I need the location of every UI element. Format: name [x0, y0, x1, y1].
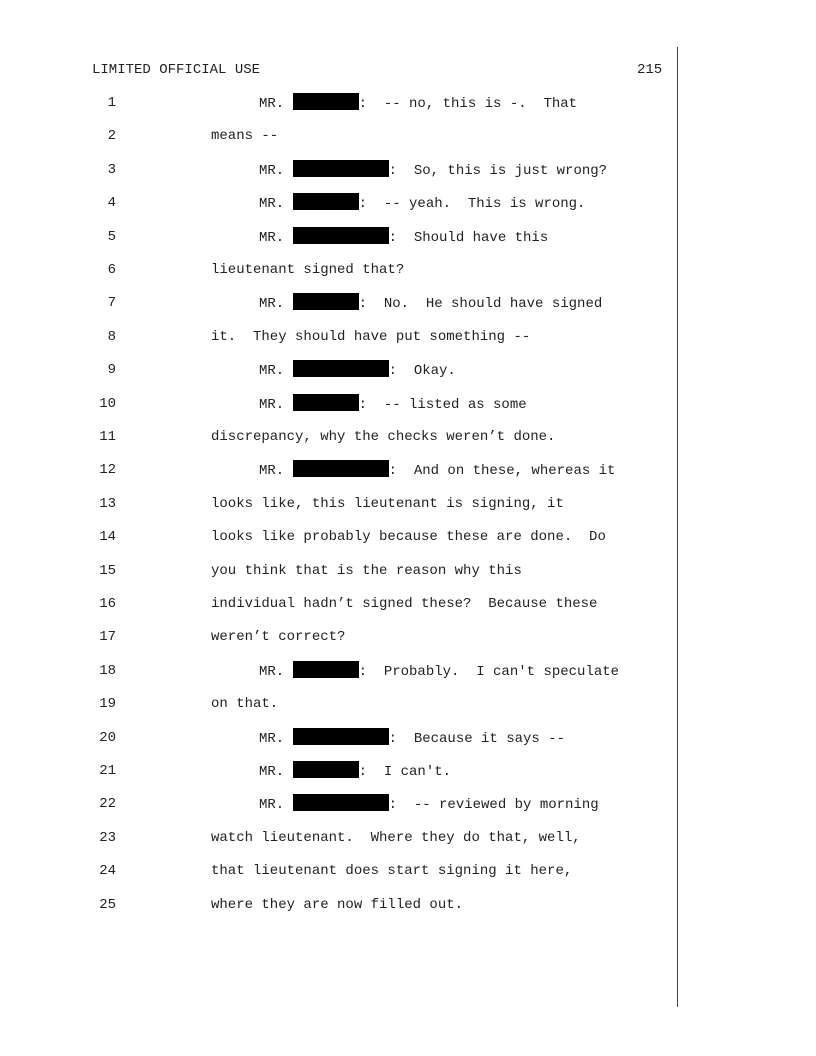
line-body: means --: [211, 128, 279, 145]
line-body: : -- no, this is -. That: [358, 96, 578, 112]
line-body: watch lieutenant. Where they do that, well,: [211, 829, 581, 846]
line-text: [211, 627, 345, 647]
transcript-line: [0, 193, 680, 213]
redaction-box: [293, 360, 389, 377]
line-text: [259, 360, 456, 381]
speaker-prefix: MR.: [259, 363, 293, 380]
transcript-line: [0, 394, 680, 414]
speaker-prefix: MR.: [259, 96, 293, 112]
line-number: 7: [107, 295, 116, 312]
transcript-line: [0, 93, 680, 113]
line-number: 25: [99, 896, 116, 913]
redaction-box: [293, 761, 359, 778]
line-number: 18: [99, 662, 116, 679]
line-number: 20: [99, 729, 116, 746]
transcript-line: [0, 761, 680, 781]
line-text: [211, 694, 278, 714]
line-text: [259, 661, 619, 682]
line-body: : So, this is just wrong?: [388, 162, 608, 179]
line-text: [211, 861, 572, 881]
line-text: [211, 895, 463, 915]
line-number: 9: [107, 362, 116, 379]
transcript-line: [0, 260, 680, 280]
line-number: 22: [99, 796, 116, 813]
transcript-line: [0, 794, 680, 814]
line-body: : Because it says --: [388, 730, 566, 747]
line-number: 21: [99, 763, 116, 779]
line-number: 14: [99, 529, 116, 546]
line-body: : I can't.: [358, 764, 452, 780]
line-number: 3: [107, 161, 116, 178]
speaker-prefix: MR.: [259, 196, 293, 213]
line-text: [259, 160, 607, 181]
transcript-line: [0, 895, 680, 915]
speaker-prefix: MR.: [259, 663, 293, 680]
transcript-line: [0, 293, 680, 313]
line-text: [259, 761, 451, 782]
line-body: : -- yeah. This is wrong.: [358, 196, 586, 213]
transcript-line: [0, 861, 680, 881]
line-number: 1: [107, 95, 116, 111]
line-body: : And on these, whereas it: [388, 463, 616, 480]
line-text: [211, 494, 564, 514]
line-body: where they are now filled out.: [211, 896, 464, 913]
transcript-line: [0, 160, 680, 180]
transcript-line: [0, 661, 680, 681]
redaction-box: [293, 394, 359, 411]
transcript-line: [0, 360, 680, 380]
line-text: [259, 394, 527, 415]
line-body: : Okay.: [388, 363, 456, 380]
line-body: : -- listed as some: [358, 396, 527, 413]
line-number: 2: [107, 128, 116, 145]
line-number: 16: [99, 596, 116, 612]
line-number: 19: [99, 696, 116, 713]
redaction-box: [293, 227, 389, 244]
transcript-line: [0, 594, 680, 614]
speaker-prefix: MR.: [259, 229, 293, 246]
speaker-prefix: MR.: [259, 764, 293, 780]
speaker-prefix: MR.: [259, 463, 293, 480]
transcript-line: [0, 561, 680, 581]
line-text: [259, 93, 577, 114]
line-number: 5: [107, 228, 116, 245]
line-number: 17: [99, 629, 116, 646]
line-number: 23: [99, 829, 116, 846]
line-body: : Should have this: [388, 229, 549, 246]
line-body: looks like probably because these are done. Do: [211, 529, 606, 546]
line-number: 15: [99, 562, 116, 579]
line-text: [259, 193, 585, 214]
line-text: [211, 260, 404, 280]
line-body: : No. He should have signed: [358, 296, 603, 313]
line-body: lieutenant signed that?: [211, 262, 405, 278]
line-body: it. They should have put something --: [211, 328, 531, 345]
transcript-line: [0, 427, 680, 447]
line-body: : -- reviewed by morning: [388, 797, 599, 814]
transcript-line: [0, 728, 680, 748]
redaction-box: [293, 728, 389, 745]
line-text: [259, 460, 615, 481]
speaker-prefix: MR.: [259, 296, 293, 313]
redaction-box: [293, 460, 389, 477]
transcript-line: [0, 627, 680, 647]
line-body: looks like, this lieutenant is signing, it: [211, 495, 564, 512]
speaker-prefix: MR.: [259, 730, 293, 747]
transcript-line: [0, 494, 680, 514]
page-number: 215: [637, 62, 663, 78]
line-text: [259, 293, 602, 314]
transcript-line: [0, 126, 680, 146]
line-body: weren’t correct?: [211, 629, 346, 646]
classification-header: LIMITED OFFICIAL USE: [92, 62, 261, 78]
speaker-prefix: MR.: [259, 797, 293, 814]
line-text: [259, 794, 599, 815]
line-body: that lieutenant does start signing it here,: [211, 863, 573, 880]
transcript-line: [0, 527, 680, 547]
line-body: individual hadn’t signed these? Because these: [211, 596, 598, 612]
line-number: 6: [107, 262, 116, 278]
transcript-line: [0, 694, 680, 714]
transcript-line: [0, 460, 680, 480]
line-number: 8: [107, 328, 116, 345]
line-text: [211, 828, 581, 848]
line-number: 11: [99, 429, 116, 445]
redaction-box: [293, 160, 389, 177]
line-number: 13: [99, 495, 116, 512]
line-body: : Probably. I can't speculate: [358, 663, 620, 680]
line-text: [259, 728, 565, 749]
line-text: [211, 594, 597, 614]
transcript-line: [0, 327, 680, 347]
redaction-box: [293, 794, 389, 811]
line-number: 4: [107, 195, 116, 212]
line-text: [211, 527, 606, 547]
line-text: [211, 126, 278, 146]
line-number: 10: [99, 395, 116, 412]
redaction-box: [293, 193, 359, 210]
line-body: discrepancy, why the checks weren’t done.: [211, 429, 556, 445]
redaction-box: [293, 661, 359, 678]
speaker-prefix: MR.: [259, 162, 293, 179]
transcript-line: [0, 227, 680, 247]
line-body: you think that is the reason why this: [211, 562, 522, 579]
redaction-box: [293, 293, 359, 310]
line-number: 12: [99, 462, 116, 479]
line-text: [211, 427, 555, 447]
line-number: 24: [99, 863, 116, 880]
speaker-prefix: MR.: [259, 396, 293, 413]
redaction-box: [293, 93, 359, 110]
transcript-line: [0, 828, 680, 848]
line-body: on that.: [211, 696, 279, 713]
line-text: [259, 227, 548, 248]
line-text: [211, 561, 522, 581]
line-text: [211, 327, 530, 347]
